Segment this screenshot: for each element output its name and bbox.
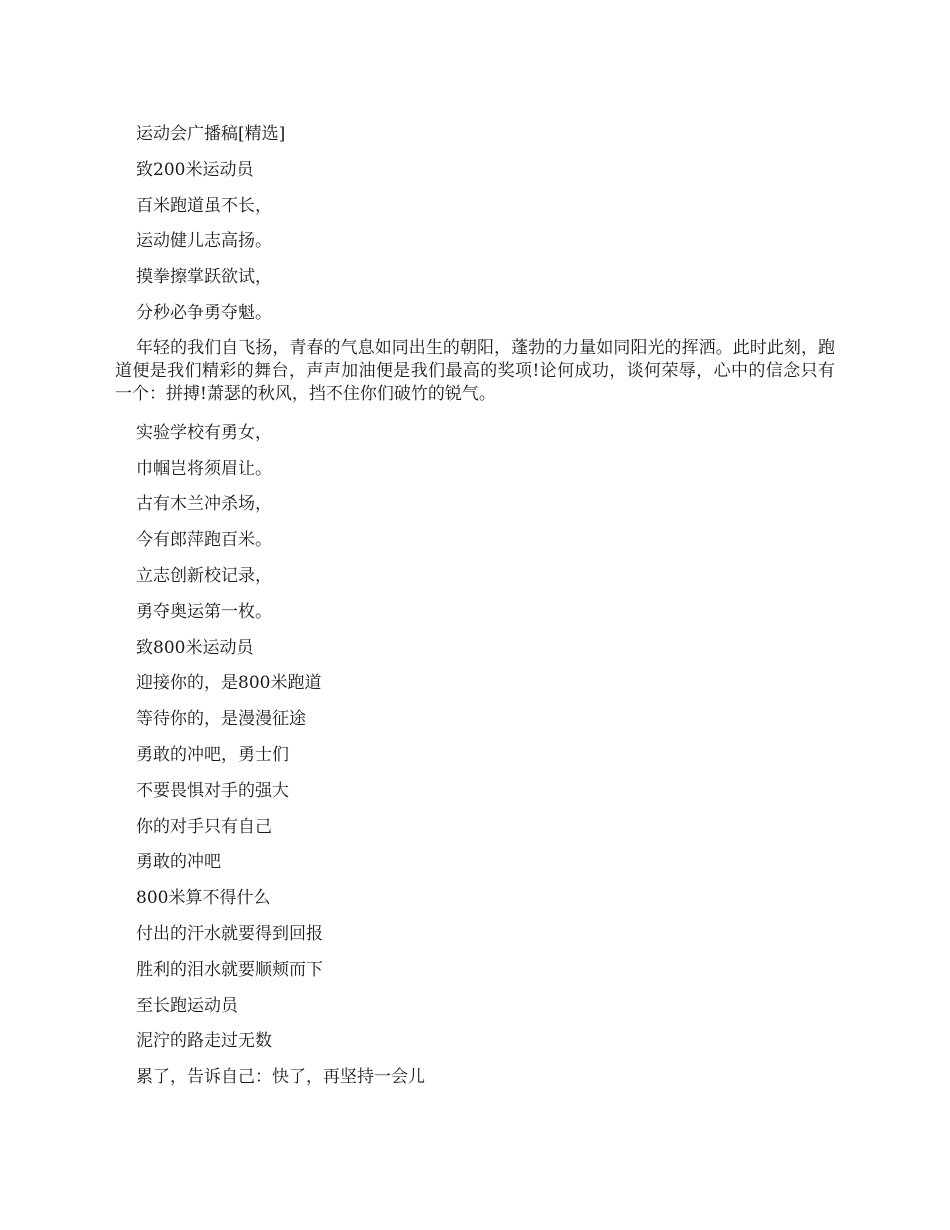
text-line: 实验学校有勇女， (136, 422, 272, 443)
text-line: 不要畏惧对手的强大 (136, 780, 289, 801)
text-line: 立志创新校记录， (136, 565, 272, 586)
text-line: 致200米运动员 (136, 159, 254, 180)
document-title: 运动会广播稿[精选] (136, 124, 286, 144)
text-line: 百米跑道虽不长， (136, 195, 272, 216)
text-line: 勇夺奥运第一枚。 (136, 601, 272, 622)
text-line: 迎接你的，是800米跑道 (136, 673, 322, 694)
section-heading: 至长跑运动员 (136, 995, 238, 1016)
text-line: 累了，告诉自己：快了，再坚持一会儿 (136, 1067, 425, 1088)
text-line: 勇敢的冲吧，勇士们 (136, 744, 289, 765)
text-line: 运动健儿志高扬。 (136, 231, 272, 252)
body-paragraph: 年轻的我们自飞扬，青春的气息如同出生的朝阳，蓬勃的力量如同阳光的挥洒。此时此刻，跑道便是我们精彩的舞台，声声加油便是我们最高的奖项!论何成功，谈何荣辱，心中的信念只有一个：拼搏!萧瑟的秋风，挡不住你们破竹的锐气。 (115, 337, 835, 404)
text-line: 勇敢的冲吧 (136, 852, 221, 873)
section-heading: 致800米运动员 (136, 637, 254, 658)
text-line: 摸拳擦掌跃欲试， (136, 267, 272, 288)
text-line: 等待你的，是漫漫征途 (136, 709, 306, 730)
text-line: 付出的汗水就要得到回报 (136, 923, 323, 944)
text-line: 巾帼岂将须眉让。 (136, 458, 272, 479)
text-line: 你的对手只有自己 (136, 816, 272, 837)
text-line: 分秒必争勇夺魁。 (136, 302, 272, 323)
text-line: 胜利的泪水就要顺颊而下 (136, 959, 323, 980)
text-line: 古有木兰冲杀场， (136, 494, 272, 515)
document-body (115, 122, 835, 1101)
text-line: 800米算不得什么 (136, 888, 271, 909)
text-line: 今有郎萍跑百米。 (136, 530, 272, 551)
text-line: 泥泞的路走过无数 (136, 1031, 272, 1052)
